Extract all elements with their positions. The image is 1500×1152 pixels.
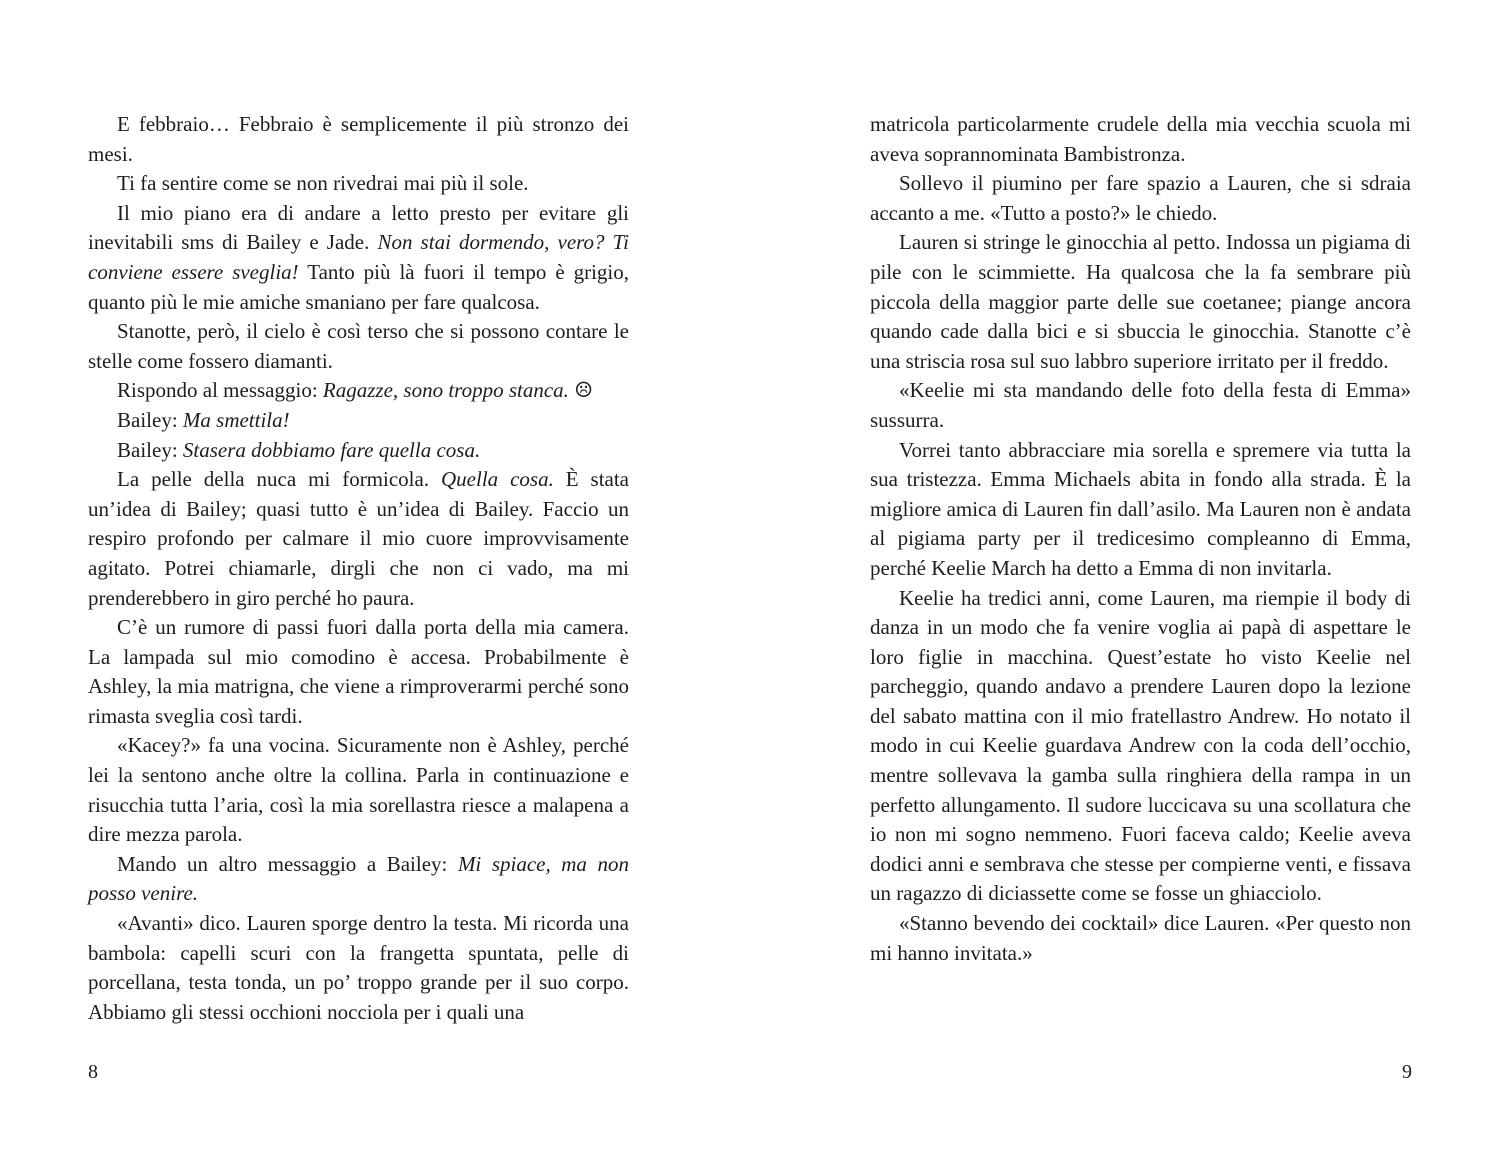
page-number-left: 8: [88, 1061, 98, 1083]
text-segment: Ti fa sentire come se non rivedrai mai più il sole.: [117, 171, 529, 196]
paragraph: [870, 228, 1411, 376]
italic-text: Ragazze, sono troppo stanca.: [322, 378, 569, 403]
sad-face-icon: ☹: [574, 378, 593, 403]
paragraph: [88, 436, 629, 466]
paragraph: [88, 613, 629, 731]
paragraph: [88, 731, 629, 849]
paragraph: [88, 376, 629, 406]
page-number-right: 9: [1402, 1061, 1412, 1083]
paragraph: [88, 317, 629, 376]
paragraph: [870, 169, 1411, 228]
paragraph: [88, 110, 629, 169]
text-segment: È stata un’idea di Bailey; quasi tutto è un’idea di Bailey. Faccio un respiro profondo per calmare il mio cuore improvvisamente agitato. Potrei chiamarle, dirgli che non ci vado, ma mi prenderebbero in giro perché ho paura.: [88, 467, 630, 610]
paragraph: [88, 465, 629, 613]
text-segment: «Keelie mi sta mandando delle foto della festa di Emma» sussurra.: [870, 378, 1411, 432]
paragraph: [870, 436, 1411, 584]
paragraph: [88, 909, 629, 1027]
page-right-text: [870, 110, 1411, 968]
italic-text: Mi spiace, ma non posso venire.: [88, 851, 629, 906]
text-segment: Rispondo al messaggio:: [117, 378, 323, 403]
paragraph: [870, 376, 1411, 435]
paragraph: [870, 110, 1411, 169]
text-segment: Tanto più là fuori il tempo è grigio, quanto più le mie amiche smaniano per fare qualcosa.: [88, 259, 629, 314]
text-segment: Sollevo il piumino per fare spazio a Lauren, che si sdraia accanto a me. «Tutto a posto?» le chiedo.: [870, 171, 1411, 225]
text-segment: Mando un altro messaggio a Bailey:: [117, 851, 458, 876]
text-segment: «Avanti» dico. Lauren sporge dentro la testa. Mi ricorda una bambola: capelli scuri con la frangetta spuntata, pelle di porcellana, testa tonda, un po’ troppo grande per il suo corpo. Abbiamo gli stessi occhioni nocciola per i quali una: [88, 911, 629, 1024]
paragraph: [88, 169, 629, 199]
text-segment: Il mio piano era di andare a letto presto per evitare gli inevitabili sms di Bailey e Jade.: [88, 200, 629, 255]
text-segment: «Stanno bevendo dei cocktail» dice Lauren. «Per questo non mi hanno invitata.»: [870, 911, 1411, 965]
text-segment: Bailey:: [117, 437, 183, 462]
text-segment: Stanotte, però, il cielo è così terso che si possono contare le stelle come fossero diamanti.: [88, 319, 629, 373]
paragraph: [870, 584, 1411, 910]
text-segment: C’è un rumore di passi fuori dalla porta della mia camera. La lampada sul mio comodino è accesa. Probabilmente è Ashley, la mia matrigna, che viene a rimproverarmi perché sono rimasta sveglia così tardi.: [88, 615, 629, 728]
text-segment: E febbraio… Febbraio è semplicemente il più stronzo dei mesi.: [88, 112, 629, 166]
text-segment: La pelle della nuca mi formicola.: [117, 467, 442, 492]
text-segment: «Kacey?» fa una vocina. Sicuramente non è Ashley, perché lei la sentono anche oltre la collina. Parla in continuazione e risucchia tutta l’aria, così la mia sorellastra riesce a malapena a dire mezza parola.: [88, 733, 629, 847]
text-segment: Keelie ha tredici anni, come Lauren, ma riempie il body di danza in un modo che fa venire voglia ai papà di aspettare le loro figlie in macchina. Quest’estate ho visto Keelie nel parcheggio, quando andavo a prendere Lauren dopo la lezione del sabato mattina con il mio fratellastro Andrew. Ho notato il modo in cui Keelie guardava Andrew con la coda dell’occhio, mentre sollevava la gamba sulla ringhiera della rampa in un perfetto allungamento. Il sudore luccicava su una scollatura che io non mi sogno nemmeno. Fuori faceva caldo; Keelie aveva dodici anni e sembrava che stesse per compierne venti, e fissava un ragazzo di diciassette come se fosse un ghiacciolo.: [870, 585, 1411, 906]
paragraph: [88, 406, 629, 436]
italic-text: Stasera dobbiamo fare quella cosa.: [182, 437, 481, 462]
text-segment: Vorrei tanto abbracciare mia sorella e spremere via tutta la sua tristezza. Emma Michaels abita in fondo alla strada. È la migliore amica di Lauren fin dall’asilo. Ma Lauren non è andata al pigiama party per il tredicesimo compleanno di Emma, perché Keelie March ha detto a Emma di non invitarla.: [870, 437, 1411, 580]
text-segment: matricola particolarmente crudele della mia vecchia scuola mi aveva soprannominata Bambistronza.: [870, 112, 1411, 166]
italic-text: Quella cosa.: [441, 467, 554, 492]
paragraph: [870, 909, 1411, 968]
page-left-text: [88, 110, 629, 1027]
paragraph: [88, 850, 629, 909]
paragraph: [88, 199, 629, 317]
text-segment: Lauren si stringe le ginocchia al petto. Indossa un pigiama di pile con le scimmiette. Ha qualcosa che la fa sembrare più piccola della maggior parte delle sue coetanee; piange ancora quando cade dalla bici e si sbuccia le ginocchia. Stanotte c’è una striscia rosa sul suo labbro superiore irritato per il freddo.: [870, 230, 1411, 373]
italic-text: Ma smettila!: [182, 407, 290, 432]
text-segment: Bailey:: [117, 407, 183, 432]
page-right: [750, 0, 1500, 1152]
italic-text: Non stai dormendo, vero? Ti conviene essere sveglia!: [88, 230, 629, 284]
